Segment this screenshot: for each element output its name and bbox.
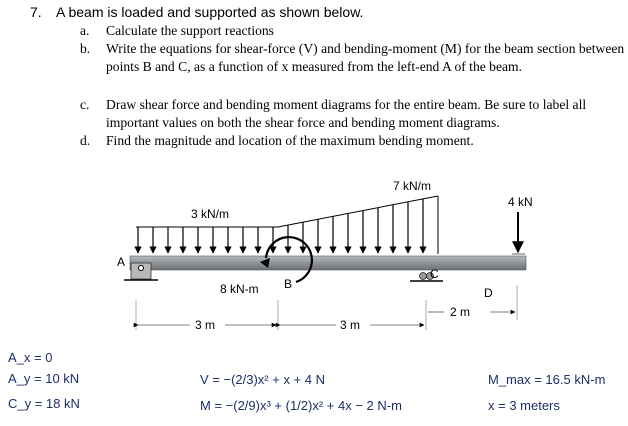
part-a-letter: a. bbox=[80, 23, 90, 38]
max-moment-location: x = 3 meters bbox=[488, 398, 560, 413]
part-a-text: Calculate the support reactions bbox=[106, 23, 274, 38]
label-b: B bbox=[284, 277, 293, 291]
dim-bc: 3 m bbox=[340, 318, 361, 332]
moment-equation: M = −(2/9)x³ + (1/2)x² + 4x − 2 N-m bbox=[200, 398, 402, 413]
part-d-letter: d. bbox=[80, 133, 91, 148]
shear-equation: V = −(2/3)x² + x + 4 N bbox=[200, 372, 325, 387]
point-load-arrow bbox=[512, 212, 525, 254]
label-8kn-m: 8 kN-m bbox=[220, 282, 259, 296]
label-a: A bbox=[117, 255, 126, 269]
reaction-ax: A_x = 0 bbox=[8, 350, 53, 365]
part-c-letter: c. bbox=[80, 97, 90, 112]
label-4kn: 4 kN bbox=[508, 195, 533, 209]
dim-ab: 3 m bbox=[195, 318, 216, 332]
max-moment: M_max = 16.5 kN-m bbox=[488, 372, 606, 387]
label-3kn-m: 3 kN/m bbox=[191, 207, 230, 221]
part-b-text: Write the equations for shear-force (V) and bending-moment (M) for the beam section between points B and C, as a function of x measured from the left-end A of the beam. bbox=[106, 41, 625, 74]
label-c: C bbox=[430, 267, 439, 281]
label-d: D bbox=[484, 286, 493, 300]
reaction-ay: A_y = 10 kN bbox=[8, 371, 80, 386]
part-c-text: Draw shear force and bending moment diagrams for the entire beam. Be sure to label all important values on both the shear force and bending moment diagrams. bbox=[106, 97, 587, 130]
question-statement: A beam is loaded and supported as shown below. bbox=[56, 4, 364, 20]
part-d-text: Find the magnitude and location of the maximum bending moment. bbox=[106, 133, 474, 148]
question-number: 7. bbox=[30, 4, 42, 20]
dim-cd: 2 m bbox=[450, 305, 471, 319]
part-b-letter: b. bbox=[80, 41, 91, 56]
reaction-cy: C_y = 18 kN bbox=[8, 396, 80, 411]
label-7kn-m: 7 kN/m bbox=[393, 179, 432, 193]
beam bbox=[130, 256, 526, 270]
